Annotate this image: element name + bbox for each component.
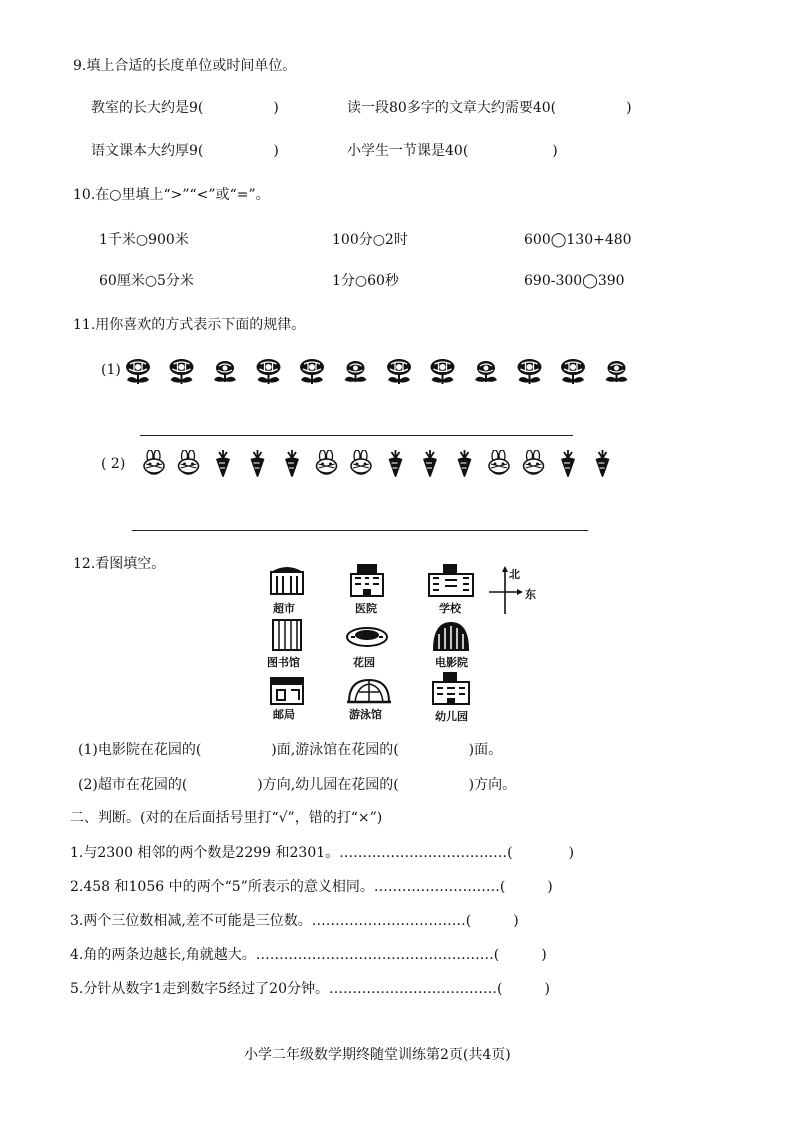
carrot-icon — [216, 450, 230, 477]
rabbit-icon — [351, 450, 371, 474]
flower-small-icon — [475, 361, 497, 382]
judge-item-1: 1.与2300 相邻的两个数是2299 和2301。………………………………( ) — [70, 845, 575, 861]
q9-item-class: 小学生一节课是40( ) — [347, 143, 558, 159]
carrot-icon — [423, 450, 437, 477]
library-icon — [269, 618, 305, 652]
carrot-icon — [596, 450, 610, 477]
judge-item-3: 3.两个三位数相减,差不可能是三位数。……………………………( ) — [70, 913, 519, 929]
school-icon — [427, 562, 475, 598]
q12-question-2: (2)超市在花园的( )方向,幼儿园在花园的( )方向。 — [78, 777, 517, 793]
flower-big-icon — [561, 359, 585, 384]
q10-item-4: 60厘米○5分米 — [99, 273, 194, 289]
carrot-icon — [389, 450, 403, 477]
judge-item-4: 4.角的两条边越长,角就越大。……………………………………………( ) — [70, 947, 547, 963]
flower-big-icon — [518, 359, 542, 384]
place-label-hospital: 医院 — [355, 602, 377, 615]
map-figure — [255, 560, 545, 725]
rabbit-icon — [489, 450, 509, 474]
place-label-library: 图书馆 — [267, 656, 300, 669]
flower-big-icon — [387, 359, 411, 384]
place-label-garden: 花园 — [353, 656, 375, 669]
place-label-cinema: 电影院 — [435, 656, 468, 669]
flower-small-icon — [606, 361, 628, 382]
q10-item-5: 1分○60秒 — [332, 273, 399, 289]
place-label-swimming-pool: 游泳馆 — [349, 708, 382, 721]
carrot-icon — [285, 450, 299, 477]
q9-title: 9.填上合适的长度单位或时间单位。 — [73, 58, 297, 74]
answer-line-1 — [140, 435, 573, 436]
flower-big-icon — [300, 359, 324, 384]
post-office-icon — [267, 674, 307, 706]
compass-north: 北 — [509, 568, 520, 581]
page-footer: 小学二年级数学期终随堂训练第2页(共4页) — [244, 1047, 511, 1063]
flower-small-icon — [345, 361, 367, 382]
judge-item-2: 2.458 和1056 中的两个“5”所表示的意义相同。………………………( ) — [70, 879, 553, 895]
flower-small-icon — [214, 361, 236, 382]
q11-title: 11.用你喜欢的方式表示下面的规律。 — [73, 317, 306, 333]
supermarket-icon — [267, 564, 307, 596]
carrot-icon — [251, 450, 265, 477]
cinema-icon — [429, 618, 473, 652]
q12-title: 12.看图填空。 — [73, 556, 166, 572]
answer-line-2 — [132, 530, 588, 531]
place-label-kindergarten: 幼儿园 — [435, 710, 468, 723]
rabbit-icon — [179, 450, 199, 474]
flower-big-icon — [431, 359, 455, 384]
q10-item-3: 600◯130+480 — [524, 232, 632, 248]
q10-title: 10.在○里填上“>”“<”或“=”。 — [73, 187, 270, 203]
swimming-pool-icon — [345, 674, 393, 706]
q11-pattern-row-1 — [124, 358, 639, 388]
q12-question-1: (1)电影院在花园的( )面,游泳馆在花园的( )面。 — [78, 742, 503, 758]
rabbit-icon — [144, 450, 164, 474]
rabbit-icon — [317, 450, 337, 474]
rabbit-icon — [524, 450, 544, 474]
part2-title: 二、判断。(对的在后面括号里打“√”，错的打“×”) — [70, 810, 383, 826]
flower-big-icon — [170, 359, 194, 384]
flower-big-icon — [126, 359, 150, 384]
q10-item-2: 100分○2时 — [332, 232, 408, 248]
q10-item-1: 1千米○900米 — [99, 232, 189, 248]
q9-item-reading: 读一段80多字的文章大约需要40( ) — [347, 100, 632, 116]
carrot-icon — [561, 450, 575, 477]
kindergarten-icon — [429, 670, 475, 706]
q9-item-textbook: 语文课本大约厚9( ) — [91, 143, 279, 159]
flower-big-icon — [257, 359, 281, 384]
q11-label-2: ( 2) — [101, 456, 126, 472]
place-label-school: 学校 — [439, 602, 461, 615]
place-label-supermarket: 超市 — [273, 602, 295, 615]
q11-pattern-row-2 — [140, 450, 640, 480]
q10-item-6: 690-300◯390 — [524, 273, 625, 289]
place-label-post-office: 邮局 — [273, 708, 295, 721]
q11-label-1: (1) — [101, 362, 121, 378]
carrot-icon — [458, 450, 472, 477]
judge-item-5: 5.分针从数字1走到数字5经过了20分钟。………………………………( ) — [70, 981, 550, 997]
hospital-icon — [347, 562, 387, 598]
q9-item-classroom: 教室的长大约是9( ) — [91, 100, 279, 116]
garden-icon — [345, 624, 389, 648]
compass-east: 东 — [525, 588, 536, 601]
